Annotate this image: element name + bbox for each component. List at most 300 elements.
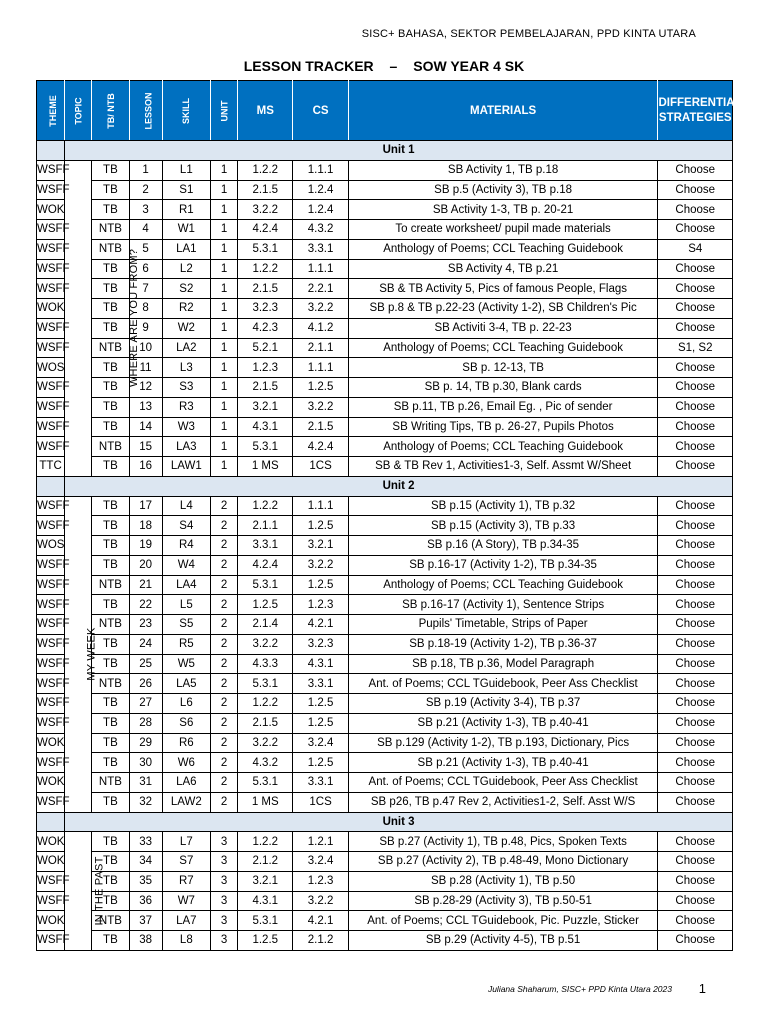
cell-tb-ntb: NTB (92, 615, 129, 635)
cell-lesson: 36 (129, 891, 162, 911)
table-row (37, 773, 733, 793)
cell-lesson: 4 (129, 220, 162, 240)
table-row (37, 457, 733, 477)
cell-differentiate-select[interactable]: Choose (658, 634, 733, 654)
cell-theme: WSFF (37, 378, 65, 398)
cell-tb-ntb: TB (92, 160, 129, 180)
cell-materials: Pupils' Timetable, Strips of Paper (348, 615, 658, 635)
cell-theme: WSFF (37, 931, 65, 951)
cell-unit: 3 (210, 871, 237, 891)
cell-skill: LA7 (162, 911, 210, 931)
cell-cs: 1.1.1 (293, 160, 348, 180)
cell-materials: Anthology of Poems; CCL Teaching Guidebook (348, 437, 658, 457)
cell-materials: SB p.18-19 (Activity 1-2), TB p.36-37 (348, 634, 658, 654)
table-row (37, 595, 733, 615)
cell-theme: WOK (37, 733, 65, 753)
unit-header-spacer (37, 812, 65, 832)
cell-differentiate-select[interactable]: Choose (658, 694, 733, 714)
cell-tb-ntb: TB (92, 180, 129, 200)
cell-cs: 1.2.5 (293, 516, 348, 536)
cell-materials: SB p.16 (A Story), TB p.34-35 (348, 536, 658, 556)
unit-title: Unit 1 (65, 141, 733, 161)
cell-differentiate-select[interactable]: Choose (658, 832, 733, 852)
cell-materials: SB p.28 (Activity 1), TB p.50 (348, 871, 658, 891)
cell-differentiate-select[interactable]: Choose (658, 674, 733, 694)
cell-theme: WSFF (37, 180, 65, 200)
cell-lesson: 9 (129, 318, 162, 338)
cell-skill: LA5 (162, 674, 210, 694)
cell-theme: WSFF (37, 338, 65, 358)
cell-skill: L3 (162, 358, 210, 378)
cell-tb-ntb: NTB (92, 338, 129, 358)
cell-tb-ntb: NTB (92, 773, 129, 793)
cell-materials: Ant. of Poems; CCL TGuidebook, Peer Ass Checklist (348, 773, 658, 793)
cell-ms: 1.2.3 (238, 358, 293, 378)
cell-ms: 1.2.2 (238, 694, 293, 714)
cell-ms: 4.3.1 (238, 417, 293, 437)
cell-materials: Anthology of Poems; CCL Teaching Guidebook (348, 338, 658, 358)
table-row (37, 753, 733, 773)
cell-cs: 1.1.1 (293, 496, 348, 516)
cell-differentiate-select[interactable]: S1, S2 (658, 338, 733, 358)
cell-unit: 2 (210, 694, 237, 714)
table-row (37, 239, 733, 259)
cell-tb-ntb: TB (92, 555, 129, 575)
cell-skill: LA1 (162, 239, 210, 259)
cell-theme: WSFF (37, 595, 65, 615)
unit-header-row (37, 141, 733, 161)
cell-unit: 1 (210, 318, 237, 338)
cell-lesson: 30 (129, 753, 162, 773)
cell-cs: 3.2.1 (293, 536, 348, 556)
cell-unit: 1 (210, 200, 237, 220)
cell-ms: 2.1.5 (238, 180, 293, 200)
cell-cs: 1.2.4 (293, 200, 348, 220)
table-row (37, 397, 733, 417)
cell-cs: 3.2.2 (293, 891, 348, 911)
cell-differentiate-select[interactable]: Choose (658, 654, 733, 674)
cell-tb-ntb: NTB (92, 239, 129, 259)
lesson-tracker-table (36, 80, 749, 951)
cell-lesson: 38 (129, 931, 162, 951)
cell-lesson: 24 (129, 634, 162, 654)
column-header-skill: SKILL (162, 81, 210, 141)
cell-cs: 4.1.2 (293, 318, 348, 338)
cell-tb-ntb: TB (92, 200, 129, 220)
cell-cs: 3.2.2 (293, 555, 348, 575)
cell-skill: S4 (162, 516, 210, 536)
cell-cs: 3.2.2 (293, 397, 348, 417)
title-left: LESSON TRACKER (243, 58, 374, 74)
cell-skill: R4 (162, 536, 210, 556)
unit-header-spacer (37, 141, 65, 161)
cell-skill: L5 (162, 595, 210, 615)
cell-lesson: 6 (129, 259, 162, 279)
column-header-ms: MS (238, 81, 293, 141)
cell-differentiate-select[interactable]: Choose (658, 871, 733, 891)
cell-ms: 3.2.2 (238, 634, 293, 654)
column-header-materials: MATERIALS (348, 81, 658, 141)
cell-tb-ntb: TB (92, 516, 129, 536)
cell-differentiate-select[interactable]: Choose (658, 575, 733, 595)
cell-ms: 3.2.2 (238, 200, 293, 220)
cell-skill: LA2 (162, 338, 210, 358)
cell-differentiate-select[interactable]: Choose (658, 437, 733, 457)
cell-unit: 2 (210, 516, 237, 536)
cell-lesson: 32 (129, 792, 162, 812)
cell-cs: 3.3.1 (293, 674, 348, 694)
cell-differentiate-select[interactable]: Choose (658, 259, 733, 279)
table-row (37, 871, 733, 891)
cell-materials: SB p.29 (Activity 4-5), TB p.51 (348, 931, 658, 951)
cell-lesson: 3 (129, 200, 162, 220)
table-row (37, 674, 733, 694)
cell-differentiate-select[interactable]: Choose (658, 891, 733, 911)
cell-ms: 4.3.2 (238, 753, 293, 773)
cell-materials: SB Activity 4, TB p.21 (348, 259, 658, 279)
cell-differentiate-select[interactable]: Choose (658, 773, 733, 793)
table-row (37, 634, 733, 654)
cell-differentiate-select[interactable]: Choose (658, 378, 733, 398)
differentiate-line1: DIFFERENTIATE (658, 96, 749, 109)
cell-skill: S5 (162, 615, 210, 635)
cell-tb-ntb: TB (92, 891, 129, 911)
cell-materials: SB p.15 (Activity 3), TB p.33 (348, 516, 658, 536)
header-row (37, 81, 733, 141)
cell-ms: 5.3.1 (238, 674, 293, 694)
cell-tb-ntb: TB (92, 279, 129, 299)
cell-unit: 2 (210, 733, 237, 753)
cell-skill: S6 (162, 713, 210, 733)
cell-skill: L8 (162, 931, 210, 951)
cell-differentiate-select[interactable]: Choose (658, 180, 733, 200)
table-row (37, 378, 733, 398)
cell-differentiate-select[interactable]: Choose (658, 733, 733, 753)
cell-differentiate-select[interactable]: S4 (658, 239, 733, 259)
table-body (37, 141, 733, 951)
cell-materials: SB p.16-17 (Activity 1), Sentence Strips (348, 595, 658, 615)
cell-cs: 1.2.3 (293, 595, 348, 615)
cell-skill: W6 (162, 753, 210, 773)
column-header-differentiate (658, 81, 749, 141)
cell-differentiate-select[interactable]: Choose (658, 200, 733, 220)
cell-theme: WSFF (37, 713, 65, 733)
table-row (37, 733, 733, 753)
cell-lesson: 31 (129, 773, 162, 793)
cell-lesson: 18 (129, 516, 162, 536)
cell-unit: 1 (210, 378, 237, 398)
cell-differentiate-select[interactable]: Choose (658, 713, 733, 733)
cell-theme: WSFF (37, 496, 65, 516)
cell-differentiate-select[interactable]: Choose (658, 615, 733, 635)
cell-theme: WSFF (37, 220, 65, 240)
table-row (37, 792, 733, 812)
cell-unit: 2 (210, 595, 237, 615)
cell-tb-ntb: TB (92, 595, 129, 615)
cell-materials: SB p.27 (Activity 2), TB p.48-49, Mono Dictionary (348, 852, 658, 872)
cell-unit: 2 (210, 753, 237, 773)
cell-cs: 1.2.4 (293, 180, 348, 200)
cell-materials: SB Writing Tips, TB p. 26-27, Pupils Photos (348, 417, 658, 437)
cell-skill: L7 (162, 832, 210, 852)
cell-tb-ntb: TB (92, 713, 129, 733)
cell-skill: R3 (162, 397, 210, 417)
cell-cs: 3.2.2 (293, 299, 348, 319)
column-header-topic: TOPIC (65, 81, 92, 141)
cell-skill: S2 (162, 279, 210, 299)
table-row (37, 299, 733, 319)
cell-ms: 3.2.1 (238, 871, 293, 891)
cell-lesson: 23 (129, 615, 162, 635)
cell-unit: 2 (210, 575, 237, 595)
cell-unit: 1 (210, 259, 237, 279)
cell-theme: WSFF (37, 555, 65, 575)
cell-theme: WOK (37, 911, 65, 931)
cell-differentiate-select[interactable]: Choose (658, 555, 733, 575)
cell-lesson: 25 (129, 654, 162, 674)
cell-lesson: 2 (129, 180, 162, 200)
cell-ms: 1 MS (238, 792, 293, 812)
table-row (37, 496, 733, 516)
cell-unit: 2 (210, 496, 237, 516)
cell-differentiate-select[interactable]: Choose (658, 279, 733, 299)
cell-materials: SB p.16-17 (Activity 1-2), TB p.34-35 (348, 555, 658, 575)
cell-theme: WSFF (37, 160, 65, 180)
cell-tb-ntb: TB (92, 931, 129, 951)
cell-tb-ntb: TB (92, 318, 129, 338)
cell-materials: SB p.19 (Activity 3-4), TB p.37 (348, 694, 658, 714)
cell-materials: SB & TB Rev 1, Activities1-3, Self. Assmt W/Sheet (348, 457, 658, 477)
cell-lesson: 15 (129, 437, 162, 457)
cell-ms: 1.2.2 (238, 259, 293, 279)
cell-lesson: 17 (129, 496, 162, 516)
cell-unit: 3 (210, 911, 237, 931)
cell-skill: W4 (162, 555, 210, 575)
cell-lesson: 26 (129, 674, 162, 694)
cell-differentiate-select[interactable]: Choose (658, 792, 733, 812)
cell-differentiate-select[interactable]: Choose (658, 358, 733, 378)
cell-materials: SB p.21 (Activity 1-3), TB p.40-41 (348, 753, 658, 773)
table-row (37, 555, 733, 575)
cell-theme: WSFF (37, 615, 65, 635)
cell-theme: WSFF (37, 239, 65, 259)
cell-ms: 5.3.1 (238, 575, 293, 595)
cell-ms: 3.3.1 (238, 536, 293, 556)
cell-theme: WSFF (37, 871, 65, 891)
cell-ms: 1.2.2 (238, 496, 293, 516)
cell-tb-ntb: TB (92, 832, 129, 852)
title-separator: – (389, 58, 398, 74)
cell-materials: SB Activity 1-3, TB p. 20-21 (348, 200, 658, 220)
cell-materials: SB p. 12-13, TB (348, 358, 658, 378)
cell-theme: WOS (37, 358, 65, 378)
unit-title: Unit 3 (65, 812, 733, 832)
cell-differentiate-select[interactable]: Choose (658, 160, 733, 180)
cell-unit: 1 (210, 279, 237, 299)
cell-differentiate-select[interactable]: Choose (658, 457, 733, 477)
column-header-theme: THEME (37, 81, 65, 141)
cell-ms: 3.2.2 (238, 733, 293, 753)
cell-differentiate-select[interactable]: Choose (658, 516, 733, 536)
cell-ms: 2.1.5 (238, 378, 293, 398)
cell-theme: WOK (37, 200, 65, 220)
cell-materials: SB p.11, TB p.26, Email Eg. , Pic of sender (348, 397, 658, 417)
cell-tb-ntb: TB (92, 358, 129, 378)
cell-unit: 1 (210, 358, 237, 378)
cell-tb-ntb: TB (92, 871, 129, 891)
cell-tb-ntb: TB (92, 496, 129, 516)
table-row (37, 437, 733, 457)
cell-tb-ntb: TB (92, 792, 129, 812)
cell-materials: To create worksheet/ pupil made materials (348, 220, 658, 240)
cell-unit: 1 (210, 437, 237, 457)
table-row (37, 180, 733, 200)
cell-unit: 2 (210, 536, 237, 556)
cell-lesson: 28 (129, 713, 162, 733)
cell-lesson: 37 (129, 911, 162, 931)
cell-ms: 4.2.3 (238, 318, 293, 338)
cell-ms: 1.2.2 (238, 832, 293, 852)
cell-skill: L4 (162, 496, 210, 516)
cell-topic (65, 832, 106, 951)
cell-theme: WOK (37, 832, 65, 852)
cell-ms: 4.3.3 (238, 654, 293, 674)
cell-cs: 3.2.3 (293, 634, 348, 654)
cell-skill: LAW1 (162, 457, 210, 477)
cell-cs: 4.2.1 (293, 615, 348, 635)
cell-cs: 1CS (293, 457, 348, 477)
cell-cs: 3.3.1 (293, 239, 348, 259)
cell-cs: 2.1.2 (293, 931, 348, 951)
cell-tb-ntb: TB (92, 654, 129, 674)
cell-tb-ntb: TB (92, 753, 129, 773)
cell-ms: 5.3.1 (238, 239, 293, 259)
table-row (37, 694, 733, 714)
cell-cs: 4.3.1 (293, 654, 348, 674)
cell-ms: 2.1.5 (238, 713, 293, 733)
cell-lesson: 19 (129, 536, 162, 556)
table-row (37, 338, 733, 358)
cell-differentiate-select[interactable]: Choose (658, 595, 733, 615)
cell-differentiate-select[interactable]: Choose (658, 318, 733, 338)
cell-theme: WOK (37, 299, 65, 319)
cell-skill: LAW2 (162, 792, 210, 812)
cell-theme: WSFF (37, 694, 65, 714)
footer-credit: Juliana Shaharum, SISC+ PPD Kinta Utara 2023 (487, 984, 672, 994)
cell-cs: 1.2.5 (293, 713, 348, 733)
cell-materials: SB p.27 (Activity 1), TB p.48, Pics, Spoken Texts (348, 832, 658, 852)
cell-differentiate-select[interactable]: Choose (658, 299, 733, 319)
cell-differentiate-select[interactable]: Choose (658, 753, 733, 773)
table-row (37, 852, 733, 872)
table-row (37, 832, 733, 852)
cell-theme: WSFF (37, 417, 65, 437)
cell-unit: 2 (210, 654, 237, 674)
table-row (37, 713, 733, 733)
cell-materials: SB p.18, TB p.36, Model Paragraph (348, 654, 658, 674)
table-row (37, 931, 733, 951)
cell-ms: 5.2.1 (238, 338, 293, 358)
cell-skill: W5 (162, 654, 210, 674)
cell-skill: S1 (162, 180, 210, 200)
cell-skill: R6 (162, 733, 210, 753)
column-header-tb-ntb: TB/ NTB (92, 81, 129, 141)
cell-differentiate-select[interactable]: Choose (658, 417, 733, 437)
cell-differentiate-select[interactable]: Choose (658, 496, 733, 516)
cell-theme: WSFF (37, 634, 65, 654)
cell-ms: 2.1.2 (238, 852, 293, 872)
cell-cs: 1.2.5 (293, 378, 348, 398)
cell-lesson: 33 (129, 832, 162, 852)
cell-tb-ntb: TB (92, 852, 129, 872)
cell-differentiate-select[interactable]: Choose (658, 911, 733, 931)
cell-unit: 2 (210, 555, 237, 575)
cell-skill: W1 (162, 220, 210, 240)
cell-differentiate-select[interactable]: Choose (658, 852, 733, 872)
cell-lesson: 27 (129, 694, 162, 714)
cell-materials: Ant. of Poems; CCL TGuidebook, Peer Ass Checklist (348, 674, 658, 694)
cell-materials: SB Activity 1, TB p.18 (348, 160, 658, 180)
unit-header-row (37, 476, 733, 496)
cell-lesson: 16 (129, 457, 162, 477)
cell-skill: LA3 (162, 437, 210, 457)
column-header-cs: CS (293, 81, 348, 141)
cell-ms: 3.2.1 (238, 397, 293, 417)
cell-tb-ntb: NTB (92, 437, 129, 457)
cell-cs: 1.2.5 (293, 575, 348, 595)
cell-tb-ntb: NTB (92, 220, 129, 240)
cell-cs: 1.1.1 (293, 358, 348, 378)
cell-theme: WSFF (37, 575, 65, 595)
cell-unit: 2 (210, 792, 237, 812)
cell-theme: WSFF (37, 259, 65, 279)
cell-tb-ntb: NTB (92, 911, 129, 931)
cell-unit: 1 (210, 338, 237, 358)
cell-differentiate-select[interactable]: Choose (658, 220, 733, 240)
header-organization: SISC+ BAHASA, SEKTOR PEMBELAJARAN, PPD KINTA UTARA (361, 28, 696, 40)
cell-materials: SB & TB Activity 5, Pics of famous People, Flags (348, 279, 658, 299)
cell-differentiate-select[interactable]: Choose (658, 536, 733, 556)
cell-ms: 4.2.4 (238, 555, 293, 575)
cell-differentiate-select[interactable]: Choose (658, 397, 733, 417)
cell-unit: 3 (210, 931, 237, 951)
cell-lesson: 35 (129, 871, 162, 891)
table-row (37, 654, 733, 674)
cell-tb-ntb: TB (92, 397, 129, 417)
table-row (37, 318, 733, 338)
cell-tb-ntb: TB (92, 733, 129, 753)
cell-skill: R7 (162, 871, 210, 891)
cell-theme: WSFF (37, 654, 65, 674)
table-row (37, 259, 733, 279)
table-row (37, 200, 733, 220)
cell-lesson: 20 (129, 555, 162, 575)
table-row (37, 220, 733, 240)
cell-theme: WSFF (37, 516, 65, 536)
cell-theme: WSFF (37, 397, 65, 417)
cell-theme: WSFF (37, 792, 65, 812)
cell-materials: SB p.8 & TB p.22-23 (Activity 1-2), SB Children's Pic (348, 299, 658, 319)
title-right: SOW YEAR 4 SK (413, 58, 525, 74)
unit-header-row (37, 812, 733, 832)
cell-skill: W7 (162, 891, 210, 911)
cell-theme: WSFF (37, 437, 65, 457)
cell-ms: 3.2.3 (238, 299, 293, 319)
cell-tb-ntb: NTB (92, 575, 129, 595)
cell-differentiate-select[interactable]: Choose (658, 931, 733, 951)
cell-lesson: 29 (129, 733, 162, 753)
table-row (37, 891, 733, 911)
